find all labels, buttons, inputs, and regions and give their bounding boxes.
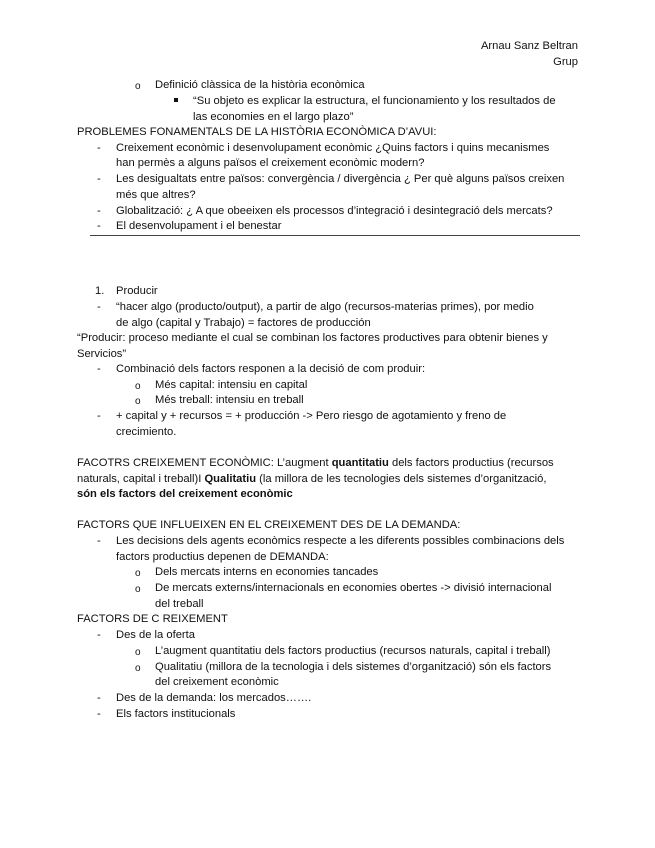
bold-term: quantitatiu <box>331 457 389 469</box>
demand-item: Les decisions dels agents econòmics respecte a les diferents possibles combinacions dels <box>116 535 565 547</box>
circle-bullet-icon: o <box>135 568 141 579</box>
subitem-definition: Definició clàssica de la història econòmica <box>155 79 365 91</box>
dash-bullet: - <box>97 629 101 641</box>
circle-bullet-icon: o <box>135 396 141 407</box>
demand-item: factors productius depenen de DEMANDA: <box>116 551 329 563</box>
definition-line: de algo (capital y Trabajo) = factores de producción <box>116 317 371 329</box>
growth-paragraph: FACOTRS CREIXEMENT ECONÒMIC: L’augment quantitatiu dels factors productius (recursos <box>77 457 554 469</box>
problem-item: El desenvolupament i el benestar <box>116 220 282 232</box>
horizontal-divider <box>90 235 580 236</box>
dash-bullet: - <box>97 301 101 313</box>
circle-bullet-icon: o <box>135 663 141 674</box>
factors-subitem: del creixement econòmic <box>155 676 279 688</box>
bold-term: Qualitatiu <box>204 473 257 485</box>
growth-conclusion: són els factors del creixement econòmic <box>77 488 293 500</box>
dash-bullet: - <box>97 410 101 422</box>
circle-bullet-icon: o <box>135 584 141 595</box>
dash-bullet: - <box>97 173 101 185</box>
dash-bullet: - <box>97 142 101 154</box>
section-title: Producir <box>116 285 158 297</box>
problem-item: Globalització: ¿ A que obeeixen els processos d’integració i desintegració dels mercats? <box>116 205 553 217</box>
plus-item: + capital y + recursos = + producción -> Pero riesgo de agotamiento y freno de <box>116 410 507 422</box>
growth-paragraph: naturals, capital i treball)I Qualitatiu (la millora de les tecnologies dels sistemes d’organització, <box>77 473 547 485</box>
group-label: Grup <box>553 56 578 68</box>
dash-bullet: - <box>97 535 101 547</box>
factors-item: Els factors institucionals <box>116 708 236 720</box>
quote-line: las economies en el largo plazo” <box>193 111 354 123</box>
problem-item: més que altres? <box>116 189 196 201</box>
factors-item: Des de la oferta <box>116 629 195 641</box>
square-bullet-icon <box>174 98 178 102</box>
problem-item: Les desigualtats entre països: convergència / divergència ¿ Per què alguns països creixen <box>116 173 565 185</box>
dash-bullet: - <box>97 220 101 232</box>
demand-subitem: del treball <box>155 598 204 610</box>
dash-bullet: - <box>97 692 101 704</box>
factors-subitem: Qualitatiu (millora de la tecnologia i dels sistemes d’organització) són els factors <box>155 661 552 673</box>
author-name: Arnau Sanz Beltran <box>480 40 578 52</box>
problem-item: han permès a alguns països el creixement econòmic modern? <box>116 157 425 169</box>
factors-heading: FACTORS DE C REIXEMENT <box>77 613 228 625</box>
circle-bullet-icon: o <box>135 647 141 658</box>
plus-item: crecimiento. <box>116 426 177 438</box>
demand-heading: FACTORS QUE INFLUEIXEN EN EL CREIXEMENT DES DE LA DEMANDA: <box>77 519 461 531</box>
combination-subitem: Més capital: intensiu en capital <box>155 379 308 391</box>
quote-paragraph: “Producir: proceso mediante el cual se combinan los factores productives para obtenir bienes y <box>77 332 548 344</box>
circle-bullet-icon: o <box>135 381 141 392</box>
dash-bullet: - <box>97 205 101 217</box>
factors-item: Des de la demanda: los mercados……. <box>116 692 312 704</box>
definition-line: “hacer algo (producto/output), a partir de algo (recursos-materias primes), por medio <box>116 301 534 313</box>
list-number: 1. <box>95 285 105 297</box>
dash-bullet: - <box>97 363 101 375</box>
combination-subitem: Més treball: intensiu en treball <box>155 394 304 406</box>
combination-item: Combinació dels factors responen a la decisió de com produir: <box>116 363 426 375</box>
demand-subitem: Dels mercats interns en economies tancades <box>155 566 379 578</box>
quote-paragraph: Servicios” <box>77 348 127 360</box>
problem-item: Creixement econòmic i desenvolupament econòmic ¿Quins factors i quins mecanismes <box>116 142 550 154</box>
demand-subitem: De mercats externs/internacionals en economies obertes -> divisió internacional <box>155 582 552 594</box>
dash-bullet: - <box>97 708 101 720</box>
circle-bullet-icon: o <box>135 81 141 92</box>
problems-heading: PROBLEMES FONAMENTALS DE LA HISTÒRIA ECONÒMICA D’AVUI: <box>77 126 437 138</box>
quote-line: “Su objeto es explicar la estructura, el funcionamiento y los resultados de <box>193 95 556 107</box>
factors-subitem: L’augment quantitatiu dels factors productius (recursos naturals, capital i treball) <box>155 645 551 657</box>
